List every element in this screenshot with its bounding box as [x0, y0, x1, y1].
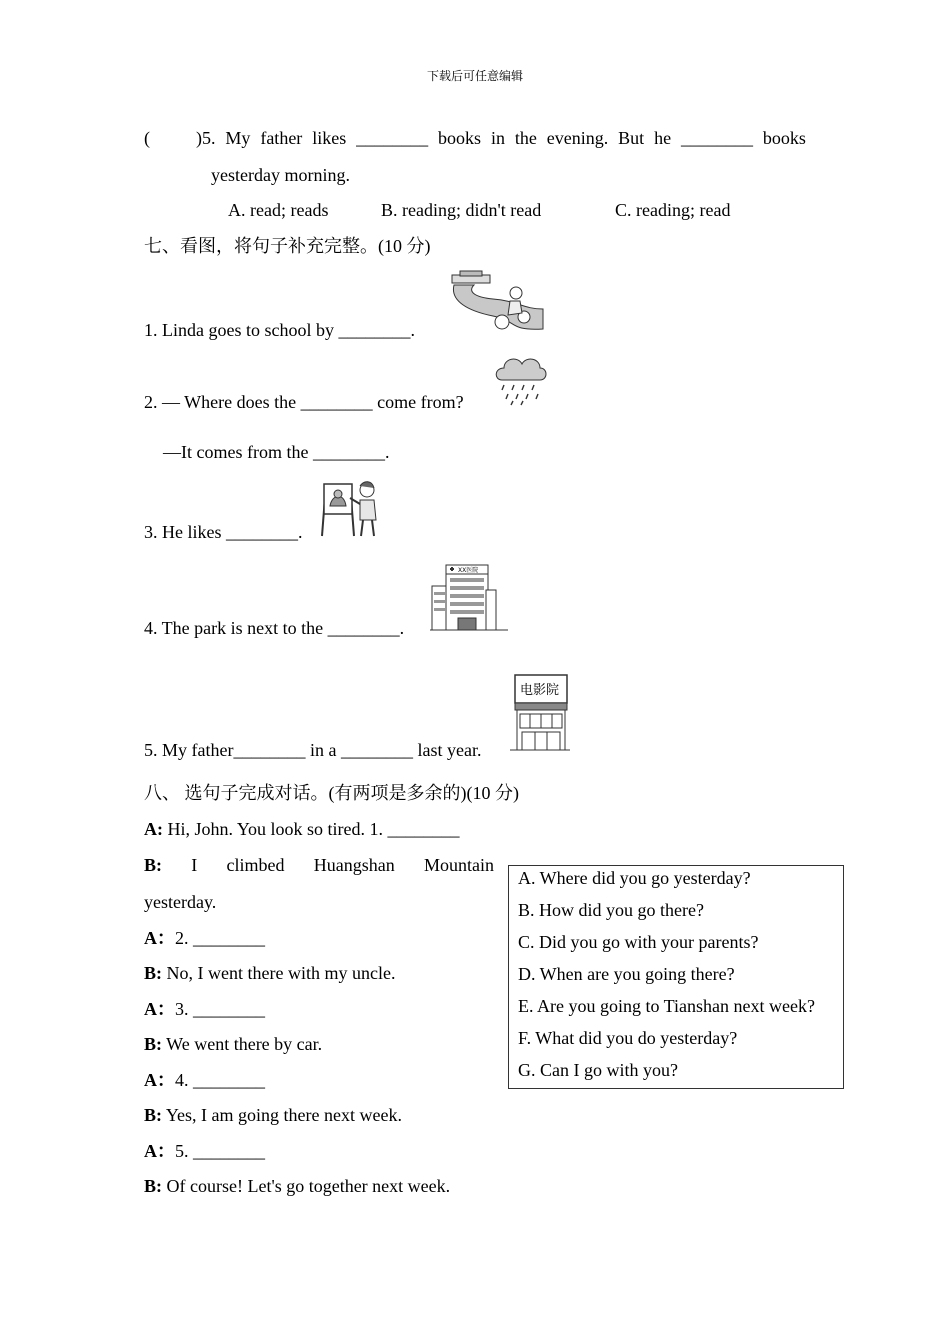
answer-paren: ( — [144, 128, 150, 148]
dialogue-text: Of course! Let's go together next week. — [162, 1176, 451, 1196]
dialogue-line-2 — [144, 854, 494, 876]
dialogue-text: 5. ________ — [175, 1141, 265, 1161]
dialogue-line-4 — [144, 962, 395, 984]
q5-word: he — [654, 128, 672, 148]
q5-word: the — [514, 128, 537, 148]
speaker-label: B: — [144, 1105, 162, 1125]
speaker-label: A: — [144, 819, 163, 839]
options-box — [508, 865, 844, 1089]
dialogue-line-10 — [144, 1175, 450, 1197]
q5-line2: yesterday morning. — [211, 165, 350, 185]
s7-item-1: 1. Linda goes to school by ________. — [144, 320, 415, 340]
s7-item-4: 4. The park is next to the ________. — [144, 618, 405, 638]
s7-item-2: 2. — Where does the ________ come from? — [144, 392, 464, 412]
q5-word: books — [438, 128, 482, 148]
dialogue-text: We went there by car. — [162, 1034, 323, 1054]
q5-line1 — [196, 127, 806, 149]
dialogue-text: 4. ________ — [175, 1070, 265, 1090]
boy-painting-icon — [320, 476, 380, 538]
q5-blank: ________ — [680, 128, 753, 148]
speaker-label: B: — [144, 855, 162, 875]
hospital-sign: XX医院 — [458, 567, 479, 574]
speaker-label: A： — [144, 928, 175, 948]
q5-word: My — [225, 128, 251, 148]
q5-blank: ________ — [356, 128, 429, 148]
option-f: F. What did you do yesterday? — [518, 1028, 738, 1048]
section7-title: 七、看图，将句子补充完整。(10 分) — [144, 236, 431, 256]
dialogue-word: climbed — [226, 855, 285, 875]
s7-item-5: 5. My father________ in a ________ last year. — [144, 740, 482, 760]
dialogue-text: Yes, I am going there next week. — [162, 1105, 402, 1125]
q5-word: )5. — [196, 128, 216, 148]
q5-option-c: C. reading; read — [615, 200, 731, 220]
speaker-label: A： — [144, 999, 175, 1019]
speaker-label: A： — [144, 1070, 175, 1090]
option-g: G. Can I go with you? — [518, 1060, 678, 1080]
hospital-icon — [430, 564, 508, 632]
dialogue-word: Mountain — [423, 855, 494, 875]
dialogue-line-6 — [144, 1033, 322, 1055]
page-header: 下载后可任意编辑 — [426, 69, 523, 83]
speaker-label: B: — [144, 1176, 162, 1196]
q5-word: But — [618, 128, 645, 148]
option-e: E. Are you going to Tianshan next week? — [518, 996, 815, 1016]
dialogue-line-5 — [144, 998, 265, 1020]
option-c: C. Did you go with your parents? — [518, 932, 759, 952]
dialogue-line-8 — [144, 1104, 402, 1126]
option-b: B. How did you go there? — [518, 900, 704, 920]
option-a: A. Where did you go yesterday? — [518, 868, 751, 888]
dialogue-text: Hi, John. You look so tired. 1. ________ — [163, 819, 460, 839]
section8-title: 八、 选句子完成对话。(有两项是多余的)(10 分) — [144, 783, 519, 803]
girl-cycling-icon — [448, 271, 544, 333]
rain-cloud-icon — [494, 354, 548, 406]
speaker-label: B: — [144, 1034, 162, 1054]
s7-item-2-answer: —It comes from the ________. — [163, 442, 390, 462]
speaker-label: A： — [144, 1141, 175, 1161]
dialogue-line-2-cont: yesterday. — [144, 892, 217, 912]
q5-word: evening. — [546, 128, 609, 148]
cinema-icon — [510, 674, 570, 754]
dialogue-line-1 — [144, 818, 460, 840]
dialogue-line-3 — [144, 927, 265, 949]
s7-item-3: 3. He likes ________. — [144, 522, 303, 542]
dialogue-text: No, I went there with my uncle. — [162, 963, 396, 983]
dialogue-word: Huangshan — [313, 855, 395, 875]
dialogue-line-9 — [144, 1140, 265, 1162]
q5-word: father — [260, 128, 303, 148]
option-d: D. When are you going there? — [518, 964, 735, 984]
q5-word: in — [490, 128, 505, 148]
dialogue-text: 3. ________ — [175, 999, 265, 1019]
q5-word: books — [762, 128, 806, 148]
q5-word: likes — [312, 128, 347, 148]
cinema-sign: 电影院 — [520, 683, 560, 698]
speaker-label: B: — [144, 963, 162, 983]
q5-option-a: A. read; reads — [228, 200, 329, 220]
dialogue-word: I — [191, 855, 198, 875]
q5-option-b: B. reading; didn't read — [381, 200, 542, 220]
dialogue-text: 2. ________ — [175, 928, 265, 948]
dialogue-line-7 — [144, 1069, 265, 1091]
